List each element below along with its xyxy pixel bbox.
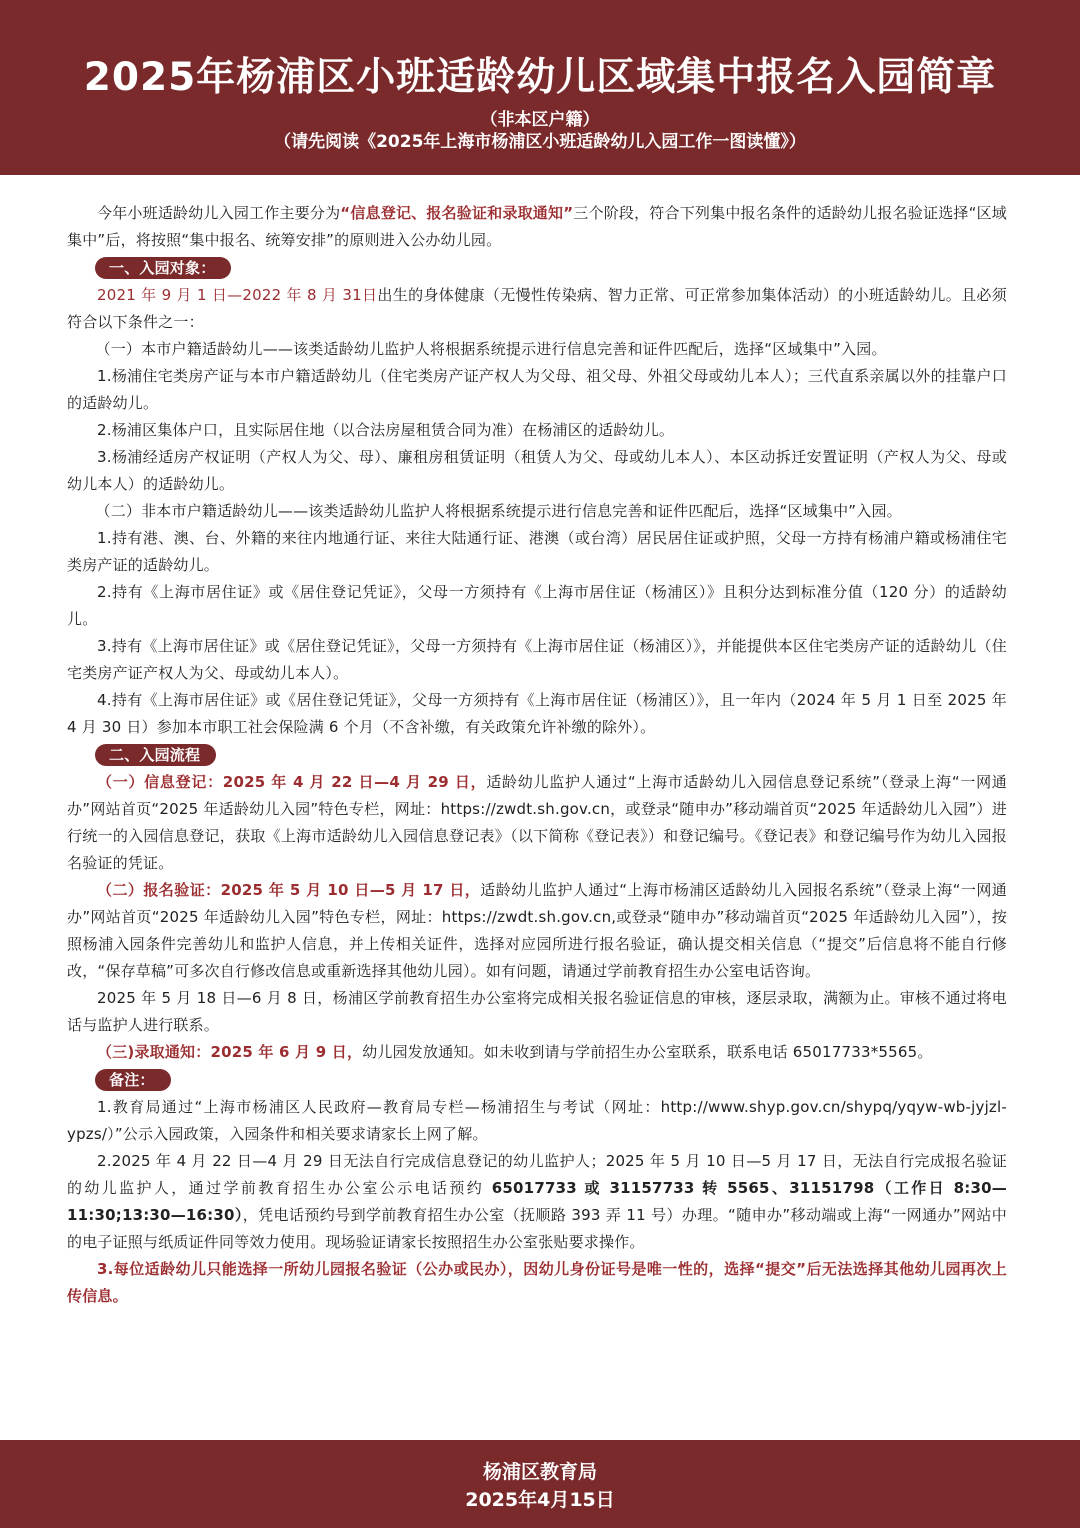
birth-date-range: 2021 年 9 月 1 日—2022 年 8 月 31日 <box>97 286 378 304</box>
header-banner <box>0 0 1080 175</box>
process-step-verification <box>67 877 1007 985</box>
note-2-phone: 65017733 或 31157733 转 5565、31151798（工作日 8:30—11:30;13:30—16:30） <box>67 1179 1007 1224</box>
process-review: 2025 年 5 月 18 日—6 月 8 日，杨浦区学前教育招生办公室将完成相关报名验证信息的审核，逐层录取，满额为止。审核不通过将电话与监护人进行联系。 <box>67 989 1007 1034</box>
category-nonlocal-item-4: 4.持有《上海市居住证》或《居住登记凭证》，父母一方须持有《上海市居住证（杨浦区）》，且一年内（2024 年 5 月 1 日至 2025 年 4 月 30 日）参加本市职工社会保险满 6 个月（不含补缴，有关政策允许补缴的除外）。 <box>67 691 1007 736</box>
category-nonlocal-item-2: 2.持有《上海市居住证》或《居住登记凭证》，父母一方须持有《上海市居住证（杨浦区）》且积分达到标准分值（120 分）的适龄幼儿。 <box>67 583 1007 628</box>
page-subtitle: （非本区户籍） <box>480 110 600 130</box>
note-2-text: 2.2025 年 4 月 22 日—4 月 29 日无法自行完成信息登记的幼儿监护人；2025 年 5 月 10 日—5 月 17 日，无法自行完成报名验证的幼儿监护人，通过学前教育招生办公室公示电话预约 <box>67 1152 1007 1197</box>
admission-date: （三)录取通知：2025 年 6 月 9 日， <box>97 1043 363 1061</box>
intro-highlight: “信息登记、报名验证和录取通知” <box>340 204 574 222</box>
category-nonlocal: （二）非本市户籍适龄幼儿——该类适龄幼儿监护人将根据系统提示进行信息完善和证件匹配后，选择“区域集中”入园。 <box>95 502 902 520</box>
footer-banner <box>0 1440 1080 1528</box>
section-badge-notes: 备注： <box>95 1069 171 1091</box>
process-step-registration <box>67 769 1007 877</box>
category-local-item-1: 1.杨浦住宅类房产证与本市户籍适龄幼儿（住宅类房产证产权人为父母、祖父母、外祖父母或幼儿本人）；三代直系亲属以外的挂靠户口的适龄幼儿。 <box>67 367 1007 412</box>
category-local-item-2: 2.杨浦区集体户口，且实际居住地（以合法房屋租赁合同为准）在杨浦区的适龄幼儿。 <box>97 421 675 439</box>
intro-text: 今年小班适龄幼儿入园工作主要分为 <box>97 204 341 222</box>
note-3: 3.每位适龄幼儿只能选择一所幼儿园报名验证（公办或民办），因幼儿身份证号是唯一性的，选择“提交”后无法选择其他幼儿园再次上传信息。 <box>67 1260 1007 1305</box>
eligibility-text: 出生的身体健康（无慢性传染病、智力正常、可正常参加集体活动）的小班适龄幼儿。且必须符合以下条件之一： <box>67 286 1007 331</box>
category-local: （一）本市户籍适龄幼儿——该类适龄幼儿监护人将根据系统提示进行信息完善和证件匹配后，选择“区域集中”入园。 <box>95 340 887 358</box>
intro-text-rest: 三个阶段，符合下列集中报名条件的适龄幼儿报名验证选择“区域集中”后，将按照“集中报名、统筹安排”的原则进入公办幼儿园。 <box>67 204 1007 249</box>
note-2-text-rest: ，凭电话预约号到学前教育招生办公室（抚顺路 393 弄 11 号）办理。“随申办”移动端或上海“一网通办”网站中的电子证照与纸质证件同等效力使用。现场验证请家长按照招生办公室张贴要求操作。 <box>67 1206 1007 1251</box>
registration-dates: （一）信息登记：2025 年 4 月 22 日—4 月 29 日， <box>97 773 487 791</box>
eligibility-paragraph <box>67 282 1007 336</box>
issue-date: 2025年4月15日 <box>465 1489 615 1511</box>
category-local-item-3: 3.杨浦经适房产权证明（产权人为父、母）、廉租房租赁证明（租赁人为父、母或幼儿本人）、本区动拆迁安置证明（产权人为父、母或幼儿本人）的适龄幼儿。 <box>67 448 1007 493</box>
intro-paragraph <box>67 200 1007 254</box>
section-badge-eligibility: 一、入园对象： <box>95 257 231 279</box>
note-1: 1.教育局通过“上海市杨浦区人民政府—教育局专栏—杨浦招生与考试（网址：http://www.shyp.gov.cn/shypq/yqyw-wb-jyjzl-ypzs/）”公示入园政策，入园条件和相关要求请家长上网了解。 <box>67 1098 1007 1143</box>
page-title: 2025年杨浦区小班适龄幼儿区域集中报名入园简章 <box>83 55 997 100</box>
section-badge-process: 二、入园流程 <box>95 744 216 766</box>
issuing-organization: 杨浦区教育局 <box>482 1461 597 1483</box>
reading-note: （请先阅读《2025年上海市杨浦区小班适龄幼儿入园工作一图读懂》） <box>274 132 806 152</box>
note-2 <box>67 1148 1007 1256</box>
category-nonlocal-item-3: 3.持有《上海市居住证》或《居住登记凭证》，父母一方须持有《上海市居住证（杨浦区）》，并能提供本区住宅类房产证的适龄幼儿（住宅类房产证产权人为父、母或幼儿本人）。 <box>67 637 1007 682</box>
verification-text: 适龄幼儿监护人通过“上海市杨浦区适龄幼儿入园报名系统”（登录上海“一网通办”网站首页“2025 年适龄幼儿入园”特色专栏，网址：https://zwdt.sh.gov.cn,或登录“随申办”移动端首页“2025 年适龄幼儿入园”），按照杨浦入园条件完善幼儿和监护人信息，并上传相关证件，选择对应园所进行报名验证，确认提交相关信息（“提交”后信息将不能自行修改，“保存草稿”可多次自行修改信息或重新选择其他幼儿园）。如有问题，请通过学前教育招生办公室电话咨询。 <box>67 881 1007 980</box>
document-body <box>67 200 1007 1310</box>
verification-dates: （二）报名验证：2025 年 5 月 10 日—5 月 17 日， <box>97 881 481 899</box>
admission-text: 幼儿园发放通知。如未收到请与学前招生办公室联系，联系电话 65017733*5565。 <box>362 1043 933 1061</box>
registration-text: 适龄幼儿监护人通过“上海市适龄幼儿入园信息登记系统”（登录上海“一网通办”网站首页“2025 年适龄幼儿入园”特色专栏，网址：https://zwdt.sh.gov.cn，或登录“随申办”移动端首页“2025 年适龄幼儿入园”）进行统一的入园信息登记，获取《上海市适龄幼儿入园信息登记表》（以下简称《登记表》）和登记编号。《登记表》和登记编号作为幼儿入园报名验证的凭证。 <box>67 773 1007 872</box>
process-step-admission <box>67 1039 1007 1066</box>
category-nonlocal-item-1: 1.持有港、澳、台、外籍的来往内地通行证、来往大陆通行证、港澳（或台湾）居民居住证或护照，父母一方持有杨浦户籍或杨浦住宅类房产证的适龄幼儿。 <box>67 529 1007 574</box>
